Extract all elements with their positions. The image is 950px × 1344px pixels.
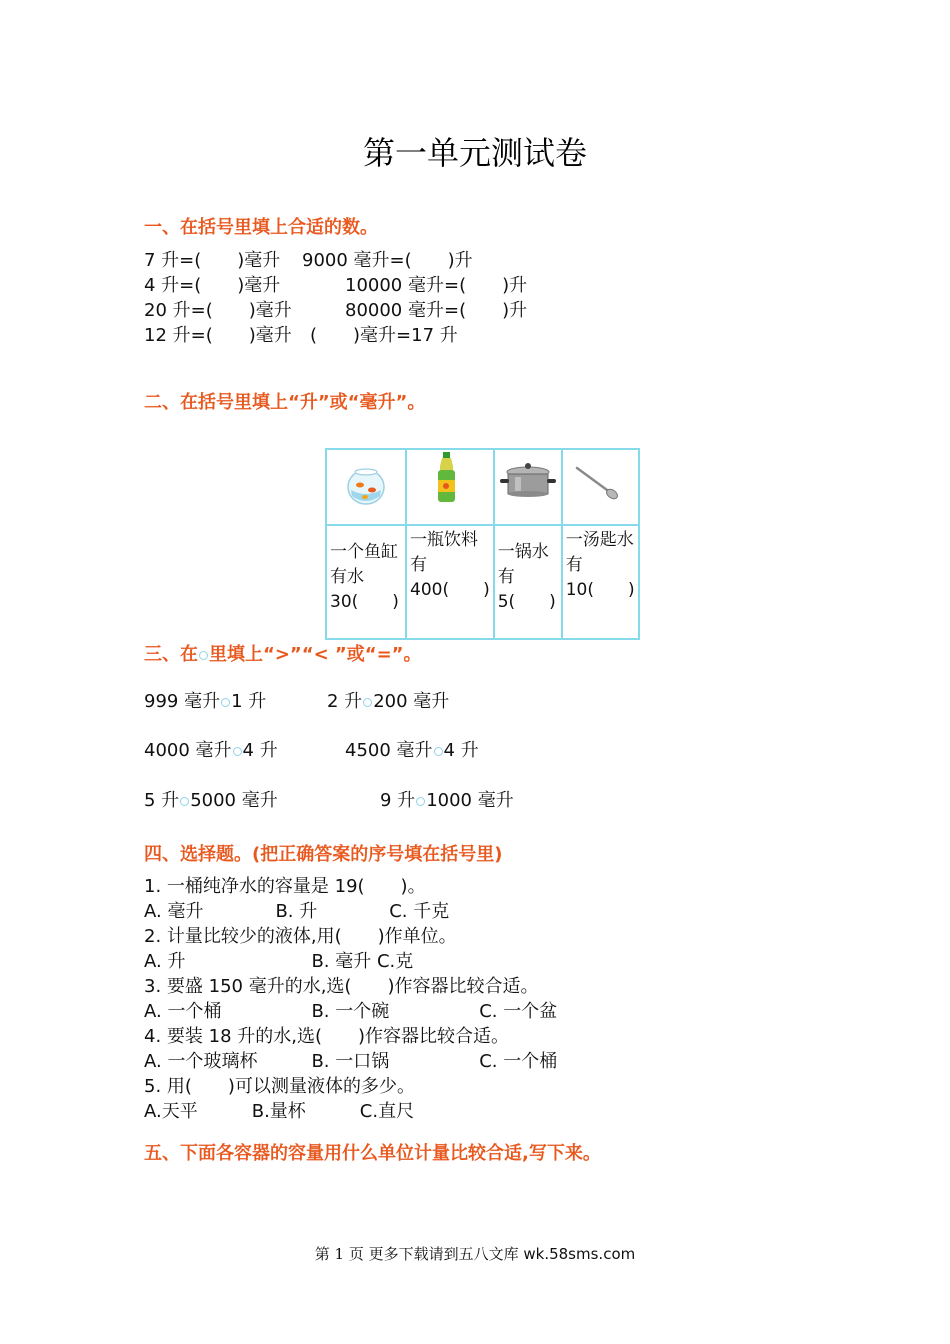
compare-item bbox=[144, 690, 266, 714]
compare-left: 9 升 bbox=[380, 790, 416, 811]
footer-site-link[interactable]: wk.58sms.com bbox=[523, 1245, 636, 1263]
section5-heading: 五、下面各容器的容量用什么单位计量比较合适,写下来。 bbox=[144, 1143, 601, 1164]
question-line: 5. 用( )可以测量液体的多少。 bbox=[144, 1076, 415, 1097]
section3-heading-suffix: 里填上“>”“< ”或“=”。 bbox=[209, 644, 422, 665]
options-line: A. 一个桶 B. 一个碗 C. 一个盆 bbox=[144, 1001, 558, 1022]
compare-right: 4 升 bbox=[443, 740, 479, 761]
compare-circle[interactable] bbox=[416, 797, 425, 806]
compare-item bbox=[345, 739, 479, 763]
section4-heading: 四、选择题。(把正确答案的序号填在括号里) bbox=[144, 844, 503, 865]
section2-heading: 二、在括号里填上“升”或“毫升”。 bbox=[144, 392, 426, 413]
s1-line-4-left: 12 升=( )毫升 bbox=[144, 325, 292, 346]
question-line: 2. 计量比较少的液体,用( )作单位。 bbox=[144, 926, 457, 947]
s1-line-1-left: 7 升=( )毫升 bbox=[144, 250, 281, 271]
footer-text: 第 1 页 更多下载请到五八文库 bbox=[314, 1245, 524, 1263]
spoon-cell bbox=[562, 449, 639, 525]
page-title: 第一单元测试卷 bbox=[362, 134, 587, 172]
options-line: A.天平 B.量杯 C.直尺 bbox=[144, 1101, 415, 1122]
fishbowl-icon bbox=[327, 450, 405, 524]
section3-heading bbox=[144, 640, 422, 666]
section1-heading: 一、在括号里填上合适的数。 bbox=[144, 217, 378, 238]
compare-item bbox=[144, 739, 278, 763]
s1-line-2-right: 10000 毫升=( )升 bbox=[345, 275, 528, 296]
item-text-pot: 一锅水有5( ) bbox=[494, 525, 562, 639]
pot-icon bbox=[495, 450, 561, 524]
question-line: 3. 要盛 150 毫升的水,选( )作容器比较合适。 bbox=[144, 976, 539, 997]
compare-circle[interactable] bbox=[434, 747, 443, 756]
item-text-spoon: 一汤匙水有10( ) bbox=[562, 525, 639, 639]
compare-right: 1 升 bbox=[231, 691, 267, 712]
compare-right: 4 升 bbox=[242, 740, 278, 761]
compare-left: 4000 毫升 bbox=[144, 740, 232, 761]
compare-left: 2 升 bbox=[327, 691, 363, 712]
pot-cell bbox=[494, 449, 562, 525]
compare-circle[interactable] bbox=[180, 797, 189, 806]
compare-right: 1000 毫升 bbox=[426, 790, 514, 811]
question-line: 1. 一桶纯净水的容量是 19( )。 bbox=[144, 876, 426, 897]
question-line: 4. 要装 18 升的水,选( )作容器比较合适。 bbox=[144, 1026, 510, 1047]
options-line: A. 一个玻璃杯 B. 一口锅 C. 一个桶 bbox=[144, 1051, 558, 1072]
compare-circle[interactable] bbox=[363, 698, 372, 707]
compare-item bbox=[327, 690, 449, 714]
compare-left: 999 毫升 bbox=[144, 691, 221, 712]
compare-left: 5 升 bbox=[144, 790, 180, 811]
compare-item bbox=[380, 789, 514, 813]
compare-circle[interactable] bbox=[233, 747, 242, 756]
section3-heading-prefix: 三、在 bbox=[144, 644, 198, 665]
item-text-juice: 一瓶饮料有400( ) bbox=[406, 525, 494, 639]
options-line: A. 升 B. 毫升 C.克 bbox=[144, 951, 414, 972]
s1-line-3-right: 80000 毫升=( )升 bbox=[345, 300, 528, 321]
compare-right: 200 毫升 bbox=[373, 691, 450, 712]
item-text-fishbowl: 一个鱼缸有水30( ) bbox=[326, 525, 406, 639]
juice-bottle-icon bbox=[407, 450, 485, 524]
juice-bottle-cell bbox=[406, 449, 494, 525]
compare-right: 5000 毫升 bbox=[190, 790, 278, 811]
options-line: A. 毫升 B. 升 C. 千克 bbox=[144, 901, 450, 922]
s1-line-4-right: ( )毫升=17 升 bbox=[310, 325, 458, 346]
compare-item bbox=[144, 789, 278, 813]
items-table bbox=[325, 448, 640, 640]
s1-line-3-left: 20 升=( )毫升 bbox=[144, 300, 292, 321]
circle-blank-icon bbox=[199, 651, 208, 660]
fishbowl-cell bbox=[326, 449, 406, 525]
compare-circle[interactable] bbox=[221, 698, 230, 707]
spoon-icon bbox=[563, 450, 633, 524]
page-footer bbox=[0, 1243, 950, 1264]
s1-line-1-right: 9000 毫升=( )升 bbox=[302, 250, 473, 271]
s1-line-2-left: 4 升=( )毫升 bbox=[144, 275, 281, 296]
compare-left: 4500 毫升 bbox=[345, 740, 433, 761]
